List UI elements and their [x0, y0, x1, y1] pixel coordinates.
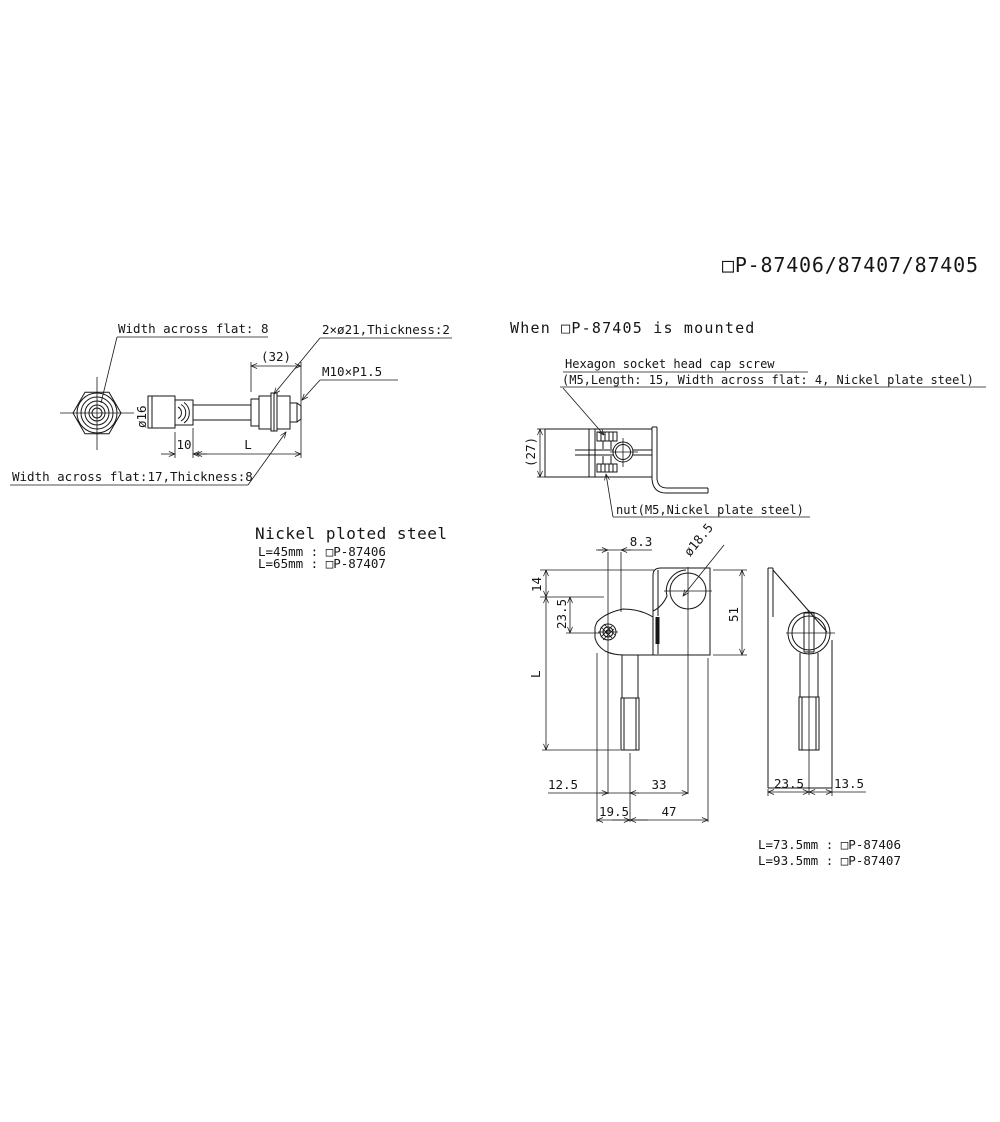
knob-dimensions [134, 349, 301, 458]
dim-32: (32) [260, 349, 292, 364]
label-dia16: ø16 [134, 405, 149, 428]
dim-12-5: 12.5 [547, 777, 579, 792]
variant-93-5: L=93.5mm : □P-87407 [758, 853, 901, 868]
label-thread: M10×P1.5 [322, 364, 383, 379]
label-width-across-flat-8: Width across flat: 8 [118, 321, 269, 336]
nut-note [606, 474, 810, 517]
screw-note-line1: Hexagon socket head cap screw [565, 357, 775, 371]
label-washers: 2×ø21,Thickness:2 [322, 322, 450, 337]
mounted-variants [758, 837, 901, 868]
mounted-top-view [523, 427, 708, 493]
knob-leader-labels [10, 321, 452, 485]
mounted-front-view [595, 567, 712, 750]
dim-33: 33 [651, 777, 667, 792]
dim-side-23-5: 23.5 [773, 776, 805, 791]
nut-note-label: nut(M5,Nickel plate steel) [616, 503, 804, 517]
dim-23-5: 23.5 [554, 598, 569, 629]
dim-10: 10 [176, 437, 192, 452]
knob-side-view [148, 393, 301, 431]
dim-dia18-5: ø18.5 [680, 520, 717, 559]
dim-side-13-5: 13.5 [833, 776, 865, 791]
dim-8-3: 8.3 [629, 534, 653, 549]
variant-73-5: L=73.5mm : □P-87406 [758, 837, 901, 852]
material-label: Nickel ploted steel [255, 524, 448, 543]
mounted-heading: When □P-87405 is mounted [510, 319, 756, 337]
mounted-side-view [768, 568, 866, 796]
knob-front-view [60, 377, 134, 450]
screw-note-line2: (M5,Length: 15, Width across flat: 4, Nickel plate steel) [562, 373, 974, 387]
screw-note [560, 357, 986, 435]
variant-45: L=45mm : □P-87406 [258, 544, 386, 559]
dim-51: 51 [726, 606, 741, 622]
drawing-title: □P-87406/87407/87405 [722, 253, 979, 277]
dim-L-mounted: L [528, 670, 543, 678]
label-width-across-flat-17: Width across flat:17,Thickness:8 [12, 469, 253, 484]
dim-19-5: 19.5 [598, 804, 630, 819]
knob-material-note [255, 524, 448, 571]
variant-65: L=65mm : □P-87407 [258, 556, 386, 571]
dim-47: 47 [661, 804, 677, 819]
dim-27: (27) [523, 436, 538, 467]
dim-L: L [244, 437, 252, 452]
dim-14: 14 [529, 576, 544, 592]
